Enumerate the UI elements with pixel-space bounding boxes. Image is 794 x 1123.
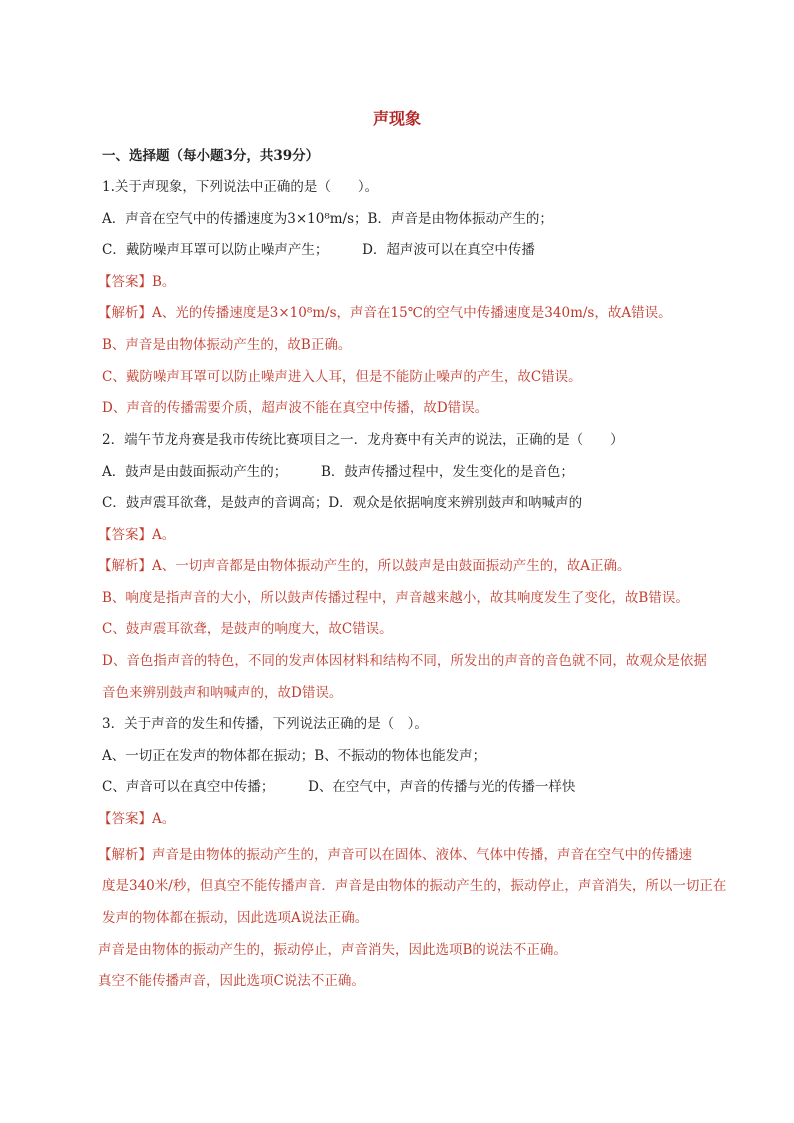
q3-analysis-1b: 度是340米/秒，但真空不能传播声音．声音是由物体的振动产生的，振动停止，声音消失，所以一切正在: [102, 878, 727, 894]
analysis-tag: 【解析】: [98, 558, 152, 574]
q2-analysis-4b: 音色来辨别鼓声和呐喊声的，故D错误。: [102, 685, 343, 701]
answer-tag: 【答案】: [98, 527, 152, 543]
q1-analysis-1: [98, 304, 672, 322]
answer-value: A。: [152, 527, 176, 543]
q1-options-ab: A．声音在空气中的传播速度为3×10⁸m/s；B．声音是由物体振动产生的；: [102, 211, 553, 227]
analysis-text: A、一切声音都是由物体振动产生的，所以鼓声是由鼓面振动产生的，故A正确。: [152, 558, 631, 574]
section-heading: 一、选择题（每小题3分，共39分）: [102, 148, 320, 164]
answer-value: B。: [152, 274, 176, 290]
analysis-tag: 【解析】: [98, 847, 152, 863]
q1-analysis-3: C、戴防噪声耳罩可以防止噪声进入人耳，但是不能防止噪声的产生，故C错误。: [102, 369, 582, 385]
q1-stem: 1.关于声现象，下列说法中正确的是（ ）。: [102, 179, 379, 195]
q2-options-cd: C．鼓声震耳欲聋，是鼓声的音调高；D．观众是依据响度来辨别鼓声和呐喊声的: [102, 495, 583, 511]
analysis-text: 声音是由物体的振动产生的，声音可以在固体、液体、气体中传播，声音在空气中的传播速: [152, 847, 692, 863]
q3-answer: [98, 810, 175, 828]
q1-analysis-4: D、声音的传播需要介质，超声波不能在真空中传播，故D错误。: [102, 400, 489, 416]
page-title: 声现象: [372, 109, 421, 128]
q3-analysis-1a: [98, 846, 692, 864]
q1-analysis-2: B、声音是由物体振动产生的，故B正确。: [102, 337, 352, 353]
q2-answer: [98, 526, 175, 544]
q2-analysis-4a: D、音色指声音的特色，不同的发声体因材料和结构不同，所发出的声音的音色就不同，故观众是依据: [102, 653, 707, 669]
q2-options-ab: A．鼓声是由鼓面振动产生的； B．鼓声传播过程中，发生变化的是音色；: [102, 464, 574, 480]
q3-analysis-3: 真空不能传播声音，因此选项C说法不正确。: [98, 973, 365, 989]
q3-options-ab: A、一切正在发声的物体都在振动；B、不振动的物体也能发声；: [102, 748, 487, 764]
answer-tag: 【答案】: [98, 811, 152, 827]
q1-options-cd: C．戴防噪声耳罩可以防止噪声产生； D．超声波可以在真空中传播: [102, 242, 535, 258]
analysis-text: A、光的传播速度是3×10⁸m/s，声音在15℃的空气中传播速度是340m/s，故A错误。: [152, 305, 672, 321]
q3-analysis-1c: 发声的物体都在振动，因此选项A说法正确。: [102, 910, 369, 926]
q1-answer: [98, 273, 175, 291]
analysis-tag: 【解析】: [98, 305, 152, 321]
q3-options-cd: C、声音可以在真空中传播； D、在空气中，声音的传播与光的传播一样快: [102, 779, 576, 795]
q3-stem: 3．关于声音的发生和传播，下列说法正确的是（ ）。: [102, 716, 428, 732]
q2-analysis-1: [98, 557, 631, 575]
q2-analysis-3: C、鼓声震耳欲聋，是鼓声的响度大，故C错误。: [102, 621, 393, 637]
q2-stem: 2．端午节龙舟赛是我市传统比赛项目之一．龙舟赛中有关声的说法，正确的是（ ）: [102, 432, 624, 448]
q3-analysis-2: 声音是由物体的振动产生的，振动停止，声音消失，因此选项B的说法不正确。: [98, 942, 567, 958]
answer-value: A。: [152, 811, 176, 827]
q2-analysis-2: B、响度是指声音的大小，所以鼓声传播过程中，声音越来越小，故其响度发生了变化，故B错误。: [102, 590, 689, 606]
answer-tag: 【答案】: [98, 274, 152, 290]
